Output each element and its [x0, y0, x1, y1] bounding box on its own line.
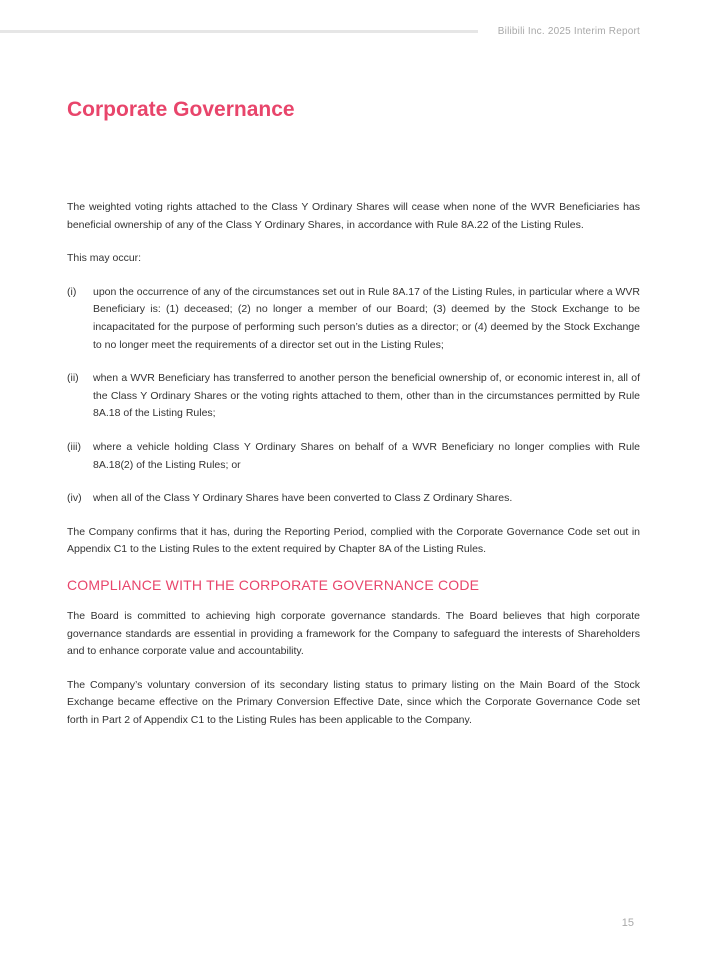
list-item — [67, 490, 640, 508]
section-paragraph: The Company’s voluntary conversion of its secondary listing status to primary listing on the Main Board of the Stock Exchange became effective on the Primary Conversion Effective Date, since which the Corporate Governance Code set forth in Part 2 of Appendix C1 to the Listing Rules has been applicable to the Company. — [67, 678, 640, 726]
clause-list — [67, 284, 640, 508]
confirmation-paragraph: The Company confirms that it has, during the Reporting Period, complied with the Corporate Governance Code set out in Appendix C1 to the Listing Rules to the extent required by Chapter 8A of the Listing Rules. — [67, 525, 640, 556]
clause-number: (iii) — [67, 440, 81, 453]
clause-number: (iv) — [67, 492, 82, 505]
section-paragraph: The Board is committed to achieving high corporate governance standards. The Board believes that high corporate governance standards are essential in providing a framework for the Company to safeguard the interests of Shareholders and to enhance corporate value and accountability. — [67, 609, 640, 658]
page-number: 15 — [621, 917, 634, 929]
clause-text: upon the occurrence of any of the circumstances set out in Rule 8A.17 of the Listing Rules, in particular where a WVR Beneficiary is: (1) deceased; (2) no longer a member of our Board; (3) deemed by the Stock Exchange to be incapacitated for the purpose of performing such person’s duties as a director; or (4) deemed by the Stock Exchange to no longer meet the requirements of a director set out in the Listing Rules; — [93, 285, 640, 351]
clause-text: where a vehicle holding Class Y Ordinary Shares on behalf of a WVR Beneficiary no longer complies with Rule 8A.18(2) of the Listing Rules; or — [93, 440, 640, 471]
main-content — [67, 199, 640, 745]
may-occur-label: This may occur: — [67, 252, 142, 265]
header-divider — [0, 30, 478, 33]
list-item — [67, 439, 640, 474]
clause-text: when a WVR Beneficiary has transferred to another person the beneficial ownership of, or economic interest in, all of the Class Y Ordinary Shares or the voting rights attached to them, other than in the circumstances permitted by Rule 8A.18 of the Listing Rules; — [93, 372, 640, 420]
intro-paragraph: The weighted voting rights attached to the Class Y Ordinary Shares will cease when none of the WVR Beneficiaries has beneficial ownership of any of the Class Y Ordinary Shares, in accordance with Rule 8A.22 of the Listing Rules. — [67, 201, 640, 231]
section-heading: COMPLIANCE WITH THE CORPORATE GOVERNANCE CODE — [67, 576, 480, 593]
clause-number: (i) — [67, 285, 77, 298]
report-header-title: Bilibili Inc. 2025 Interim Report — [497, 26, 640, 37]
clause-text: when all of the Class Y Ordinary Shares have been converted to Class Z Ordinary Shares. — [93, 492, 513, 505]
clause-number: (ii) — [67, 372, 79, 385]
list-item — [67, 370, 640, 423]
page-title: Corporate Governance — [67, 98, 295, 121]
list-item — [67, 284, 640, 354]
